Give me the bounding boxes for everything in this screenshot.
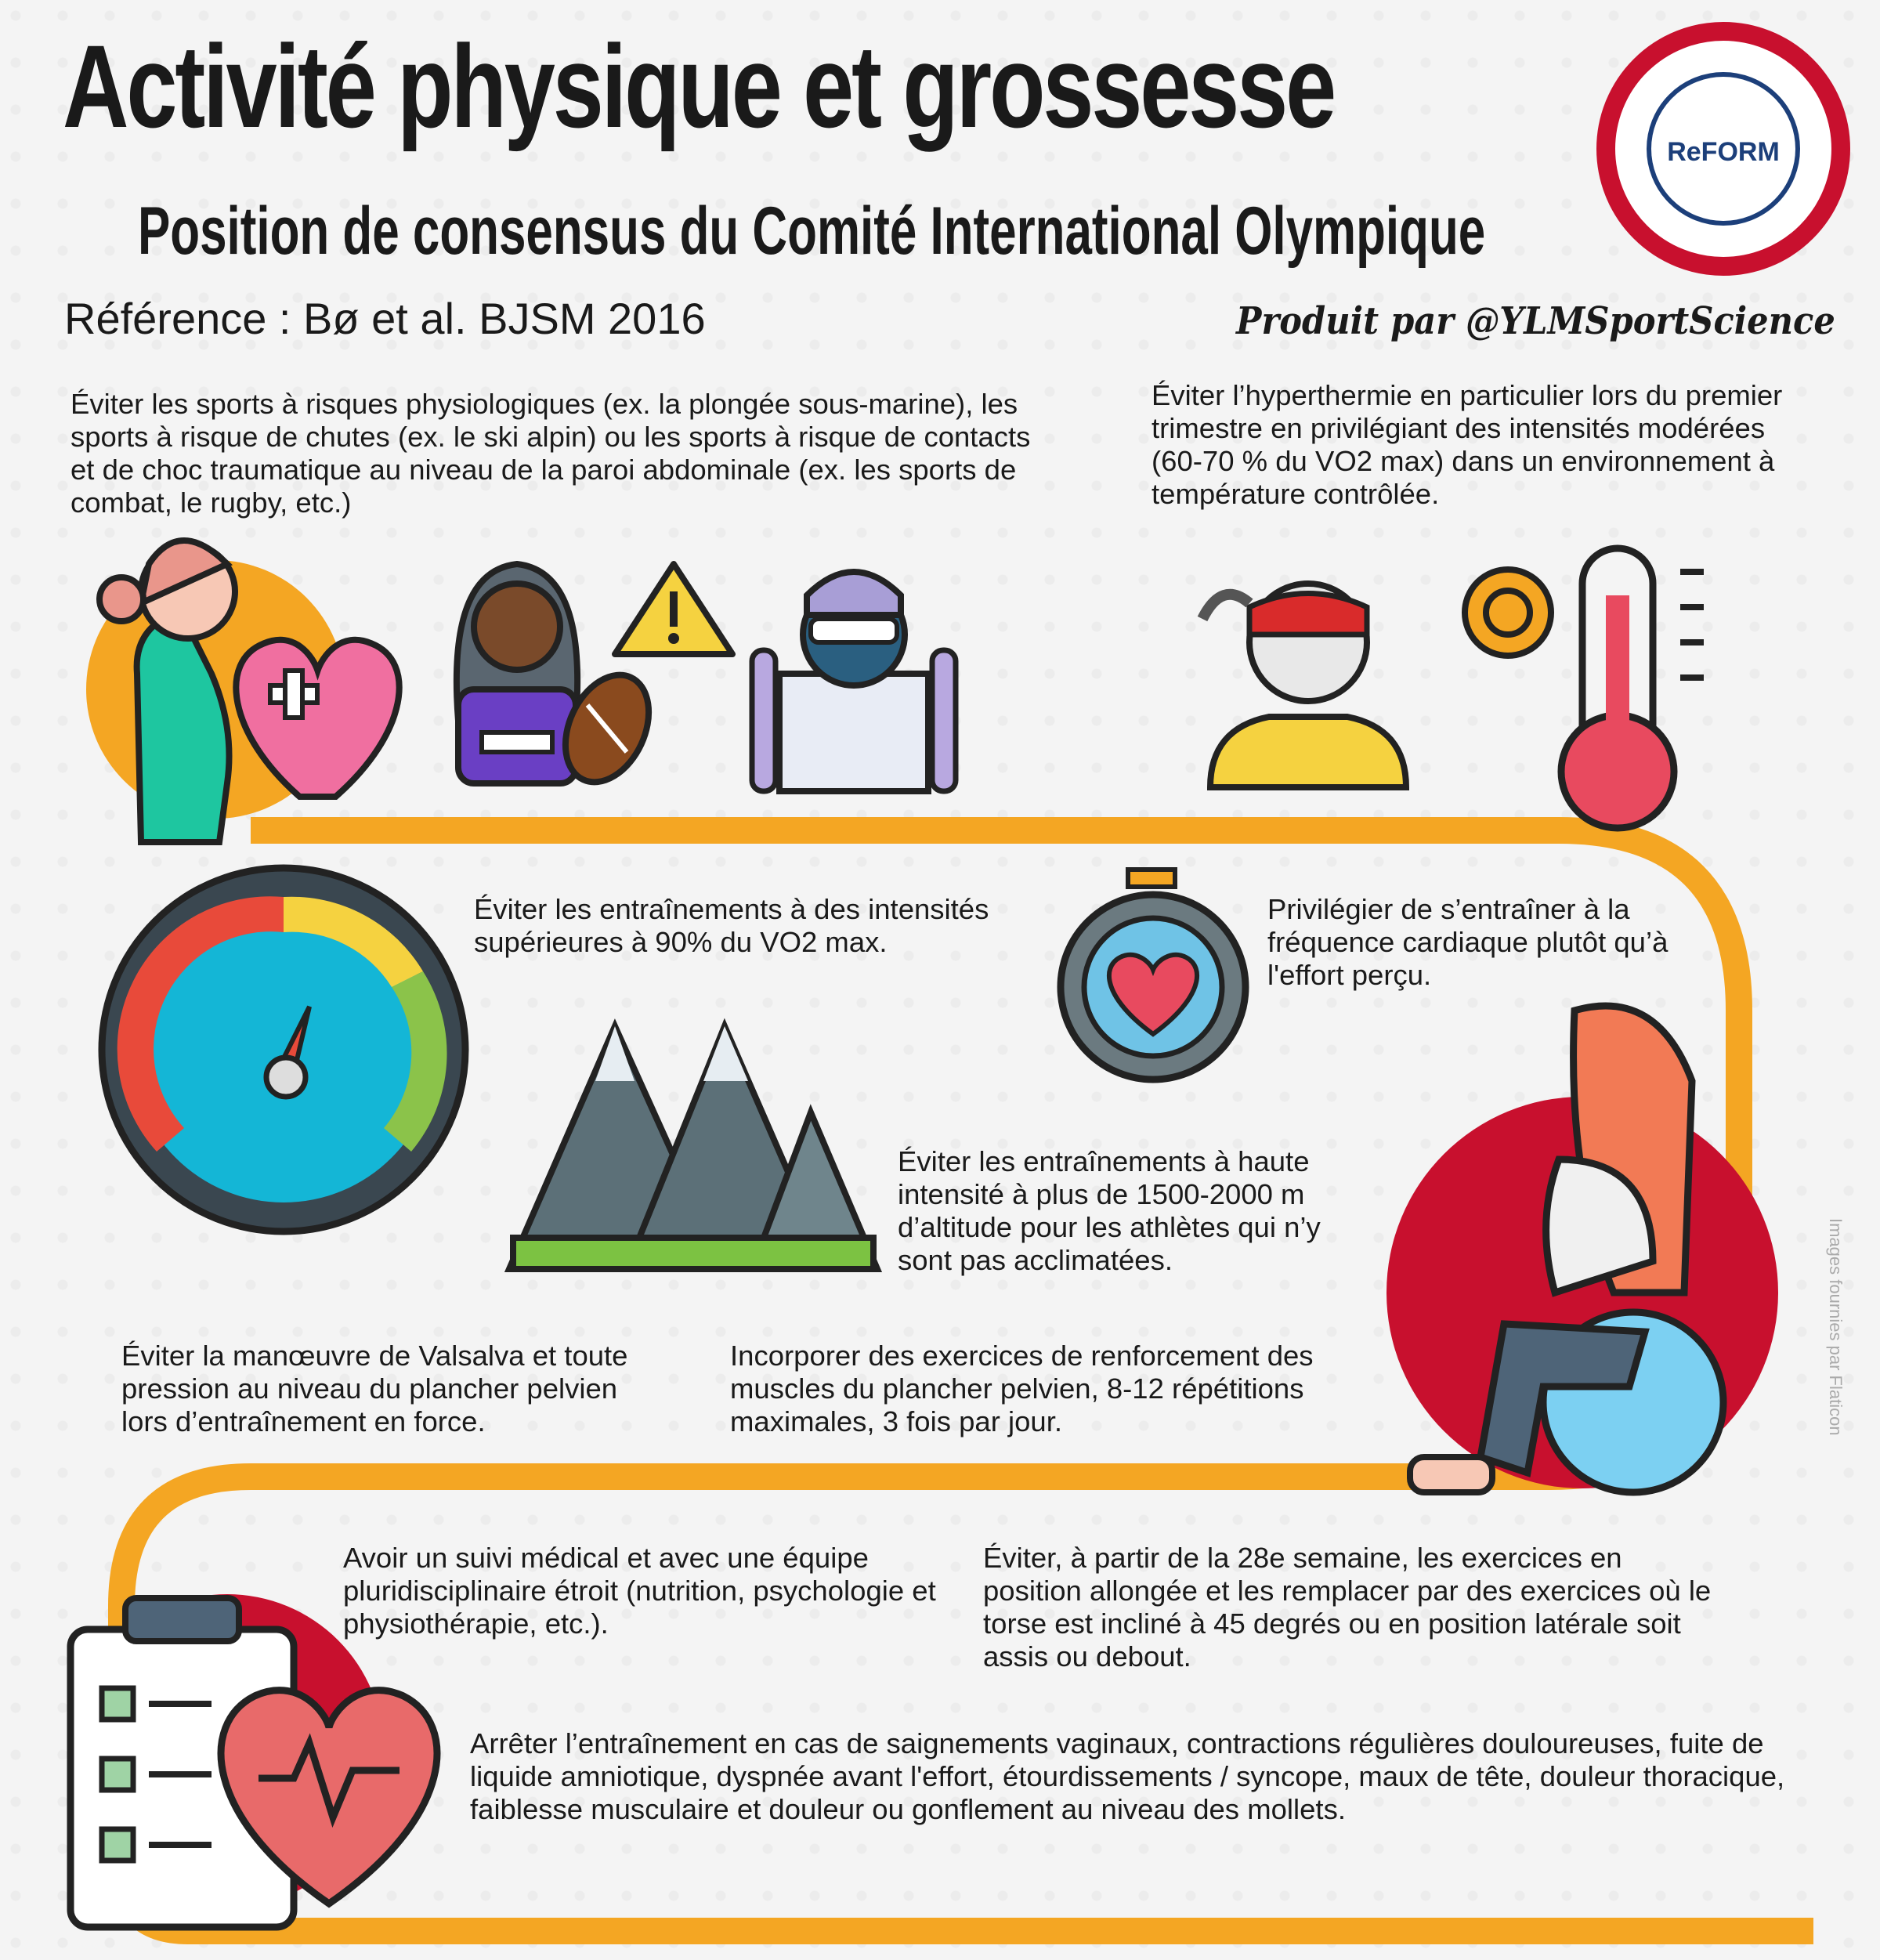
- sun-icon: [1465, 570, 1551, 656]
- rec-intensity: Éviter les entraînements à des intensités supérieures à 90% du VO2 max.: [474, 893, 989, 958]
- rec-hyperthermia: Éviter l’hyperthermie en particulier lors du premier trimestre en privilégiant des intensités modérées (60-70 % du VO2 max) dans un environnement à température contrôlée.: [1152, 379, 1783, 510]
- mountains-icon: [509, 1026, 877, 1269]
- image-credit: Images fournies par Flaticon: [1826, 1218, 1846, 1436]
- page-title: Activité physique et grossesse: [63, 20, 1335, 152]
- rec-medical-follow-up: Avoir un suivi médical et avec une équipe pluridisciplinaire étroit (nutrition, psychologie et physiothérapie, etc.).: [343, 1542, 936, 1640]
- runner-icon: [1202, 584, 1406, 787]
- rec-sports-risk: Éviter les sports à risques physiologiques (ex. la plongée sous-marine), les sports à risque de chutes (ex. le ski alpin) ou les sports à risque de contacts et de choc traumatique au niveau de la paroi abdominale (ex. les sports de combat, le rugby, etc.): [70, 388, 1031, 519]
- stopwatch-heart-icon: [1061, 870, 1246, 1079]
- rec-supine-position: Éviter, à partir de la 28e semaine, les exercices en position allongée et les remplacer par des exercices où le torse est incliné à 45 degrés ou en position latérale soit assis ou debout.: [983, 1542, 1712, 1673]
- rec-heart-rate: Privilégier de s’entraîner à la fréquence cardiaque plutôt qu’à l'effort perçu.: [1267, 893, 1668, 991]
- credit-text: Produit par @YLMSportScience: [1236, 299, 1835, 343]
- rugby-player-icon: [457, 564, 577, 783]
- page-subtitle: Position de consensus du Comité International Olympique: [138, 193, 1486, 269]
- rec-valsalva: Éviter la manœuvre de Valsalva et toute pression au niveau du plancher pelvien lors d’entraînement en force.: [121, 1340, 628, 1437]
- speedometer-icon: [102, 868, 465, 1231]
- pregnant-woman-ball-icon: [1386, 1006, 1778, 1492]
- reference-text: Référence : Bø et al. BJSM 2016: [64, 294, 706, 343]
- rec-stop-training: Arrêter l’entraînement en cas de saignements vaginaux, contractions régulières douloureuses, fuite de liquide amniotique, dyspnée avant l'effort, étourdissements / syncope, maux de tête, douleur thoracique, faiblesse musculaire et douleur ou gonflement au niveau des mollets.: [470, 1727, 1785, 1825]
- thermometer-icon: [1561, 548, 1704, 828]
- rec-pelvic-floor: Incorporer des exercices de renforcement des muscles du plancher pelvien, 8-12 répétitions maximales, 3 fois par jour.: [730, 1340, 1314, 1437]
- warning-icon: [615, 564, 732, 654]
- logo-label: ReFORM: [1667, 137, 1780, 167]
- skier-icon: [752, 572, 956, 791]
- rec-altitude: Éviter les entraînements à haute intensité à plus de 1500-2000 m d’altitude pour les athlètes qui n’y sont pas acclimatées.: [898, 1145, 1321, 1276]
